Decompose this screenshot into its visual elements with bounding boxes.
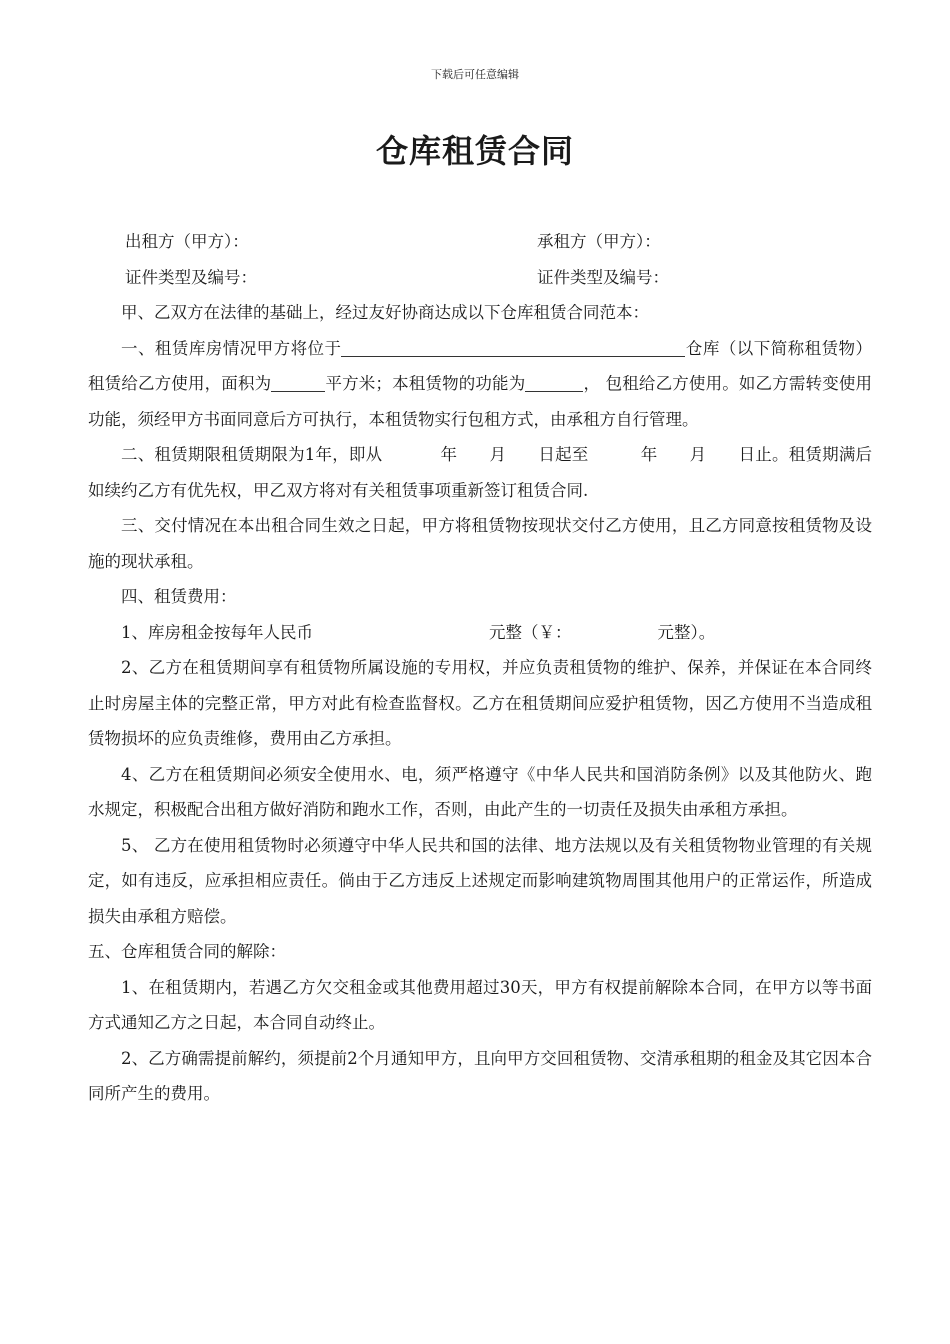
s2-month-2: 月 (689, 445, 707, 464)
s4-1-text-a: 1、库房租金按每年人民币 (121, 622, 313, 642)
section-3-paragraph: 三、交付情况在本出租合同生效之日起，甲方将租赁物按现状交付乙方使用，且乙方同意按租赁物及设施的现状承租。 (88, 516, 872, 571)
section-4-item-2: 2、乙方在租赁期间享有租赁物所属设施的专用权，并应负责租赁物的维护、保养，并保证在本合同终止时房屋主体的完整正常，甲方对此有检查监督权。乙方在租赁期间应爱护租赁物，因乙方使用不当造成租赁物损坏的应负责维修，费用由乙方承担。 (88, 658, 872, 748)
header-note: 下载后可任意编辑 (431, 68, 519, 81)
lessee-id-label: 证件类型及编号： (537, 267, 669, 287)
area-blank (271, 375, 325, 393)
lessor-id-label: 证件类型及编号： (125, 267, 257, 287)
section-5-item-1: 1、在租赁期内，若遇乙方欠交租金或其他费用超过30天，甲方有权提前解除本合同，在甲方以等书面方式通知乙方之日起，本合同自动终止。 (88, 977, 872, 1032)
s2-year-2: 年 (640, 445, 658, 464)
section-2-paragraph (88, 437, 872, 508)
id-row (88, 260, 872, 296)
s4-1-text-c: 元整）。 (657, 622, 716, 642)
s1-text-a: 一、租赁库房情况甲方将位于 (121, 338, 342, 358)
s2-month-1: 月 (489, 445, 507, 464)
s2-text-d: 日止。租赁期满后如续约乙方有优先权，甲乙双方将对有关租赁事项重新签订租赁合同. (88, 445, 873, 500)
section-4-item-1 (88, 615, 872, 651)
s1-text-b: 仓库（以下简称租赁物）租赁给乙方使用，面积为 (88, 338, 873, 393)
section-4-item-5: 5、 乙方在使用租赁物时必须遵守中华人民共和国的法律、地方法规以及有关租赁物物业管理的有关规定，如有违反，应承担相应责任。倘由于乙方违反上述规定而影响建筑物周围其他用户的正常运作，所造成损失由承租方赔偿。 (88, 835, 872, 926)
section-5-item-2: 2、乙方确需提前解约，须提前2个月通知甲方，且向甲方交回租赁物、交清承租期的租金及其它因本合同所产生的费用。 (88, 1048, 872, 1103)
document-title: 仓库租赁合同 (375, 132, 574, 170)
parties-row (88, 224, 872, 260)
s1-text-c: 平方米；本租赁物的功能为 (325, 374, 526, 393)
s4-1-text-b: 元整（￥： (489, 622, 572, 642)
intro-paragraph: 甲、乙双方在法律的基础上，经过友好协商达成以下仓库租赁合同范本： (121, 303, 649, 322)
s2-day-1: 日起至 (538, 445, 589, 464)
lessee-label: 承租方（甲方）： (537, 232, 661, 251)
section-1-paragraph (88, 331, 872, 438)
section-4-heading: 四、租赁费用： (121, 587, 237, 606)
s2-year-1: 年 (440, 445, 458, 464)
function-blank (525, 375, 583, 393)
section-4-item-4: 4、乙方在租赁期间必须安全使用水、电，须严格遵守《中华人民共和国消防条例》以及其他防火、跑水规定，积极配合出租方做好消防和跑水工作，否则，由此产生的一切责任及损失由承租方承担。 (88, 764, 872, 819)
lessor-label: 出租方（甲方）： (125, 232, 249, 251)
contract-body (88, 224, 872, 1112)
s2-text-a: 二、租赁期限租赁期限为1年，即从 (121, 445, 383, 464)
s1-text-d: ， 包租给乙方使用。如乙方需转变使用功能，须经甲方书面同意后方可执行，本租赁物实行包租方式，由承租方自行管理。 (88, 374, 873, 429)
section-5-heading: 五、仓库租赁合同的解除： (88, 942, 286, 961)
location-blank (341, 339, 685, 357)
